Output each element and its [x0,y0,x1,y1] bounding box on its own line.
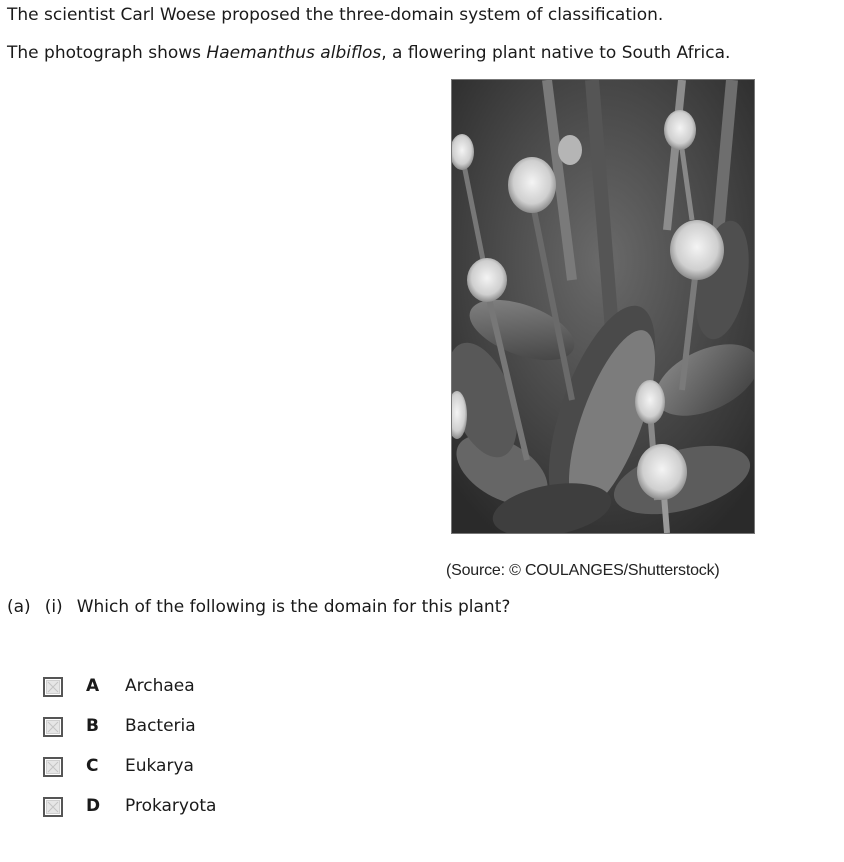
option-d-letter: D [86,796,101,816]
option-d-checkbox[interactable] [43,797,63,817]
species-name: Haemanthus albiflos [206,43,382,63]
intro-line-2 [7,43,730,63]
option-a-text: Archaea [125,676,195,696]
plant-photograph [451,79,755,534]
question-subpart-label: (i) [44,597,63,617]
intro-text-before: The photograph shows [7,43,207,63]
empty-checkbox-icon [46,720,60,734]
option-b[interactable] [43,714,196,754]
option-d[interactable] [43,794,217,834]
option-b-letter: B [86,716,99,736]
option-c-letter: C [86,756,99,776]
empty-checkbox-icon [46,680,60,694]
question-a-i [7,597,510,617]
option-c[interactable] [43,754,194,794]
option-b-checkbox[interactable] [43,717,63,737]
option-c-text: Eukarya [125,756,194,776]
question-part-label: (a) [7,597,31,617]
answer-options [43,674,217,834]
option-a[interactable] [43,674,195,714]
empty-checkbox-icon [46,800,60,814]
intro-line-1: The scientist Carl Woese proposed the three-domain system of classification. [7,5,664,25]
empty-checkbox-icon [46,760,60,774]
option-c-checkbox[interactable] [43,757,63,777]
photo-source-credit: (Source: © COULANGES/Shutterstock) [446,562,720,579]
option-a-checkbox[interactable] [43,677,63,697]
intro-text-after: , a flowering plant native to South Africa. [381,43,731,63]
flowering-plant-photo-icon [452,80,754,533]
option-b-text: Bacteria [125,716,196,736]
option-d-text: Prokaryota [125,796,217,816]
option-a-letter: A [86,676,100,696]
question-text: Which of the following is the domain for this plant? [76,597,511,617]
